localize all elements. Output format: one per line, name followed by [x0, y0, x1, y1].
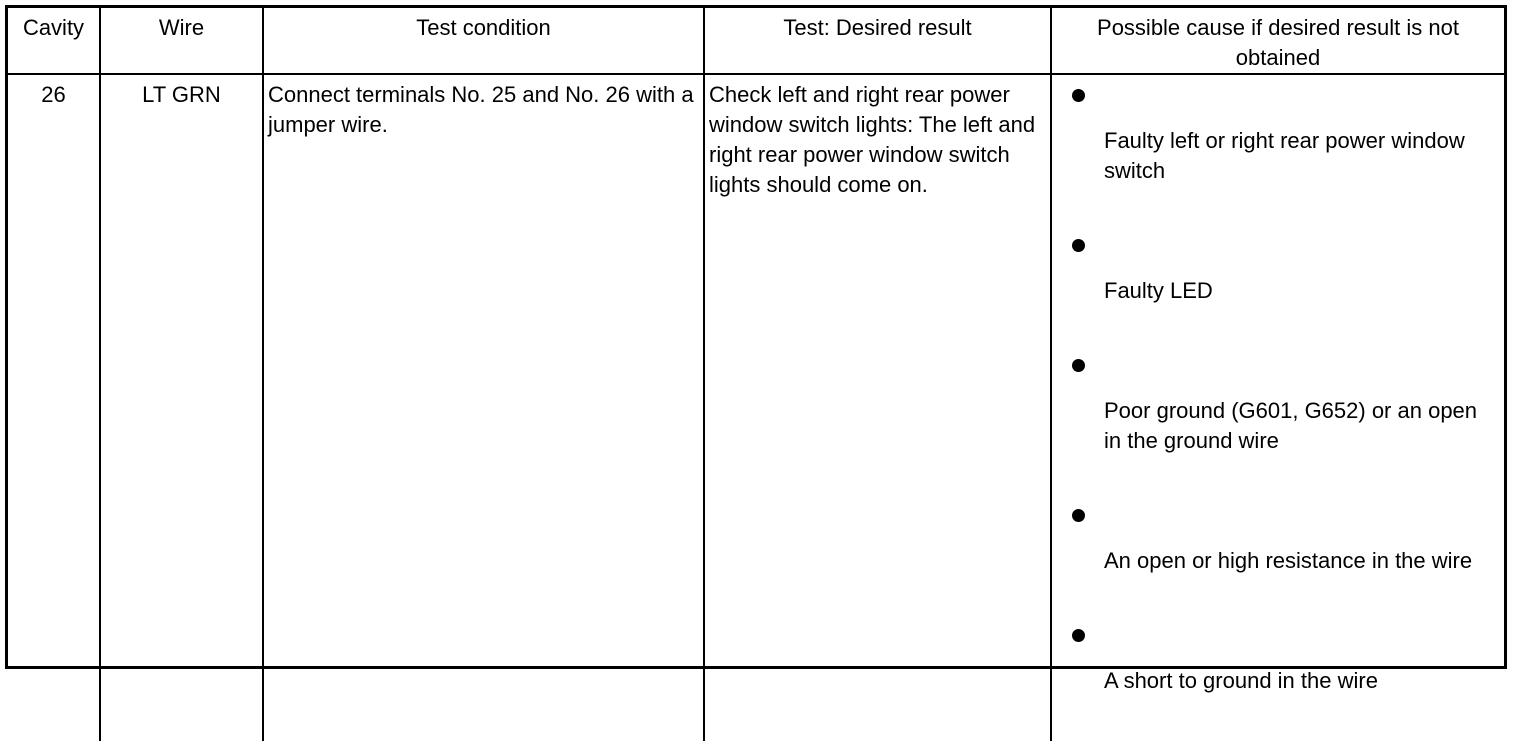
bullet-icon: [1072, 629, 1085, 642]
header-row: [8, 8, 1504, 74]
bullet-icon: [1072, 359, 1085, 372]
diagnostic-table: [5, 5, 1507, 693]
bullet-icon: [1072, 89, 1085, 102]
list-item: [1052, 351, 1504, 456]
list-item: [1052, 621, 1504, 696]
desired-result-cell: Check left and right rear power window switch lights: The left and right rear power window switch lights should come on.: [704, 74, 1051, 741]
cause-text: A short to ground in the wire: [1104, 668, 1378, 693]
header-cavity: Cavity: [8, 8, 100, 74]
cavity-cell: 26: [8, 74, 100, 741]
test-condition-cell: Connect terminals No. 25 and No. 26 with a jumper wire.: [263, 74, 704, 741]
diagnostic-table-grid: [8, 8, 1504, 741]
bullet-icon: [1072, 509, 1085, 522]
header-wire: Wire: [100, 8, 263, 74]
cause-list: [1052, 75, 1504, 696]
list-item: [1052, 501, 1504, 576]
list-item: [1052, 231, 1504, 306]
header-test-condition: Test condition: [263, 8, 704, 74]
header-possible-cause: Possible cause if desired result is not obtained: [1051, 8, 1504, 74]
list-item: [1052, 81, 1504, 186]
possible-cause-cell: [1051, 74, 1504, 741]
cause-text: An open or high resistance in the wire: [1104, 548, 1473, 573]
cause-text: Faulty left or right rear power window switch: [1104, 128, 1465, 183]
cause-text: Poor ground (G601, G652) or an open in the ground wire: [1104, 398, 1478, 453]
cause-text: Faulty LED: [1104, 278, 1213, 303]
wire-cell: LT GRN: [100, 74, 263, 741]
bullet-icon: [1072, 239, 1085, 252]
header-desired-result: Test: Desired result: [704, 8, 1051, 74]
table-row: [8, 74, 1504, 741]
